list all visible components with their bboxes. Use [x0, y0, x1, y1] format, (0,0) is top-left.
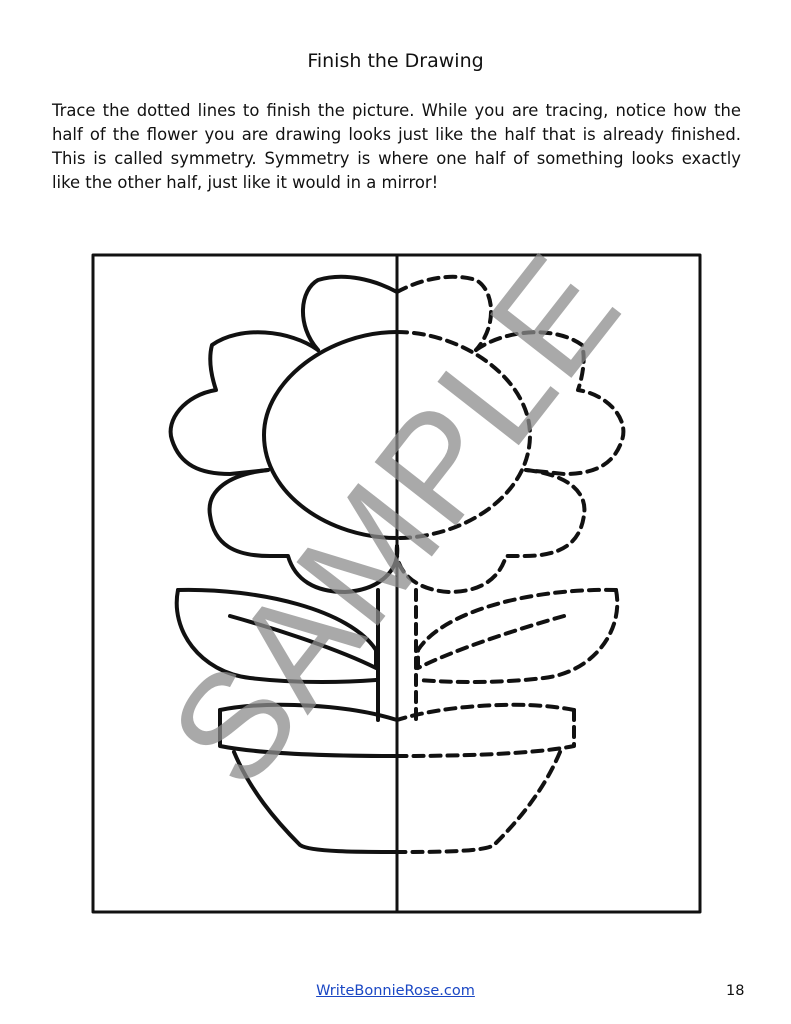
instructions-text: Trace the dotted lines to finish the picture. While you are tracing, notice how the half of the flower you are drawing looks just like the half that is already finished. This is called symmetry. Symmetry is where one half of something looks exactly like the other half, just like it would in a mirror! — [52, 101, 741, 192]
page-title: Finish the Drawing — [307, 50, 484, 72]
sample-watermark: SAMPLE — [137, 223, 652, 816]
website-link[interactable]: WriteBonnieRose.com — [316, 983, 475, 999]
flower-left-half — [171, 277, 398, 852]
page-number: 18 — [726, 983, 745, 999]
footer — [0, 983, 791, 999]
